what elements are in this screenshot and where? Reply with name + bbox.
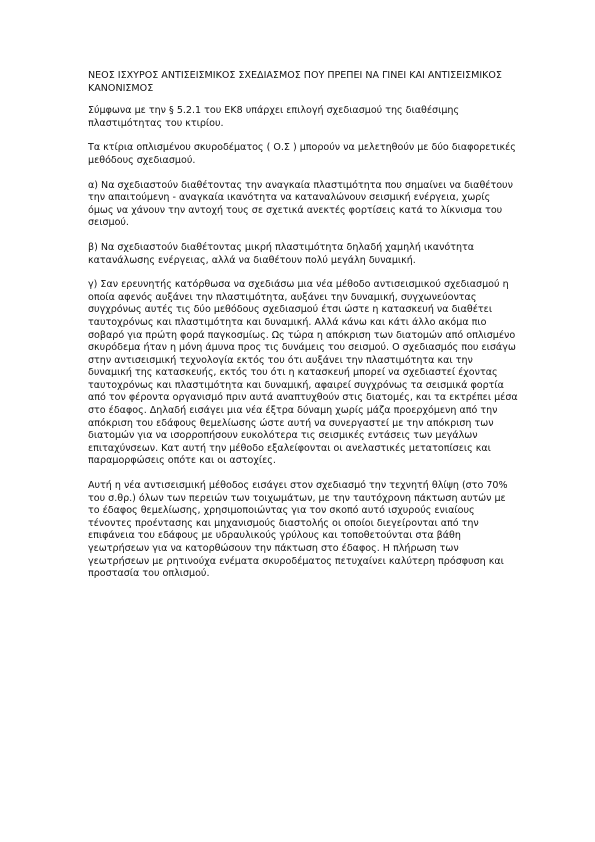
paragraph-b: β) Να σχεδιαστούν διαθέτοντας μικρή πλαστιμότητα δηλαδή χαμηλή ικανότητα κατανάλωσης ενέργειας, αλλά να διαθέτουν πολύ μεγάλη δυναμική. bbox=[88, 241, 475, 266]
paragraph-intro: Σύμφωνα με την § 5.2.1 του ΕΚ8 υπάρχει επιλογή σχεδιασμού της διαθέσιμης πλαστιμότητας του κτιρίου. bbox=[88, 105, 460, 129]
paragraph-a: α) Να σχεδιαστούν διαθέτοντας την αναγκαία πλαστιμότητα που σημαίνει να διαθέτουν την απαιτούμενη - αναγκαία ικανότητα να καταναλώνουν σεισμική ενέργεια, χωρίς όμως να χάνουν την αντοχή τους σε σχετικά ανεκτές φορτίσεις κατά το λίκνισμα του σεισμού. bbox=[88, 179, 513, 229]
paragraph-methods: Τα κτίρια οπλισμένου σκυροδέματος ( Ο.Σ ) μπορούν να μελετηθούν με δύο διαφορετικές μεθόδους σχεδιασμού. bbox=[88, 142, 516, 166]
document-title: ΝΕΟΣ ΙΣΧΥΡΟΣ ΑΝΤΙΣΕΙΣΜΙΚΟΣ ΣΧΕΔΙΑΣΜΟΣ ΠΟΥ ΠΡΕΠΕΙ ΝΑ ΓΙΝΕΙ ΚΑΙ ΑΝΤΙΣΕΙΣΜΙΚΟΣ ΚΑΝΟΝΙΣΜΟΣ bbox=[88, 70, 502, 94]
paragraph-new-method: Αυτή η νέα αντισεισμική μέθοδος εισάγει στον σχεδιασμό την τεχνητή θλίψη (στο 70% του σ.θρ.) όλων των περειών των τοιχωμάτων, με την ταυτόχρονη πάκτωση αυτών με το έδαφος θεμελίωσης, χρησιμοποιώντας για τον σκοπό αυτό ισχυρούς ενιαίους τένοντες προέντασης και μηχανισμούς διαστολής οι οποίοι διεγείρονται από την επιφάνεια του εδάφους με υδραυλικούς γρύλους και τοποθετούνται στα βάθη γεωτρήσεων για να κατορθώσουν την πάκτωση στο έδαφος. Η πλήρωση των γεωτρήσεων με ρητινούχα ενέματα σκυροδέματος πετυχαίνει καλύτερη πρόσφυση και προστασία του οπλισμού. bbox=[88, 480, 508, 580]
paragraph-c: γ) Σαν ερευνητής κατόρθωσα να σχεδιάσω μια νέα μέθοδο αντισεισμικού σχεδιασμού η οποία αφενός αυξάνει την πλαστιμότητα, αυξάνει την δυναμική, συγχωνεύοντας συγχρόνως αυτές τις δύο μεθόδους σχεδιασμού έτσι ώστε η κατασκευή να διαθέτει ταυτοχρόνως και πλαστιμότητα και δυναμική. Αλλά κάνω και κάτι άλλο ακόμα πιο σοβαρό για πρώτη φορά παγκοσμίως. Ως τώρα η απόκριση των διατομών από οπλισμένο σκυρόδεμα ήταν η μόνη άμυνα προς τις δυνάμεις του σεισμού. Ο σχεδιασμός που εισάγω στην αντισεισμική τεχνολογία εκτός του ότι αυξάνει την πλαστιμότητα και την δυναμική της κατασκευής, εκτός του ότι η κατασκευή μπορεί να σχεδιαστεί έχοντας ταυτοχρόνως και πλαστιμότητα και δυναμική, αφαιρεί συγχρόνως τα σεισμικά φορτία από τον φέροντα οργανισμό πριν αυτά αναπτυχθούν στις διατομές, και τα εκτρέπει μέσα στο έδαφος. Δηλαδή εισάγει μια νέα έξτρα δύναμη χωρίς μάζα προερχόμενη από την απόκριση του εδάφους θεμελίωσης ώστε αυτή να συνεργαστεί με την απόκριση των διατομών για να ισορροπήσουν ευκολότερα τις σεισμικές εντάσεις των μεγάλων επιταχύνσεων. Κατ αυτή την μέθοδο εξαλείφονται οι ανελαστικές μετατοπίσεις και παραμορφώσεις οπότε και οι αστοχίες. bbox=[88, 279, 518, 467]
document-body bbox=[88, 70, 518, 593]
